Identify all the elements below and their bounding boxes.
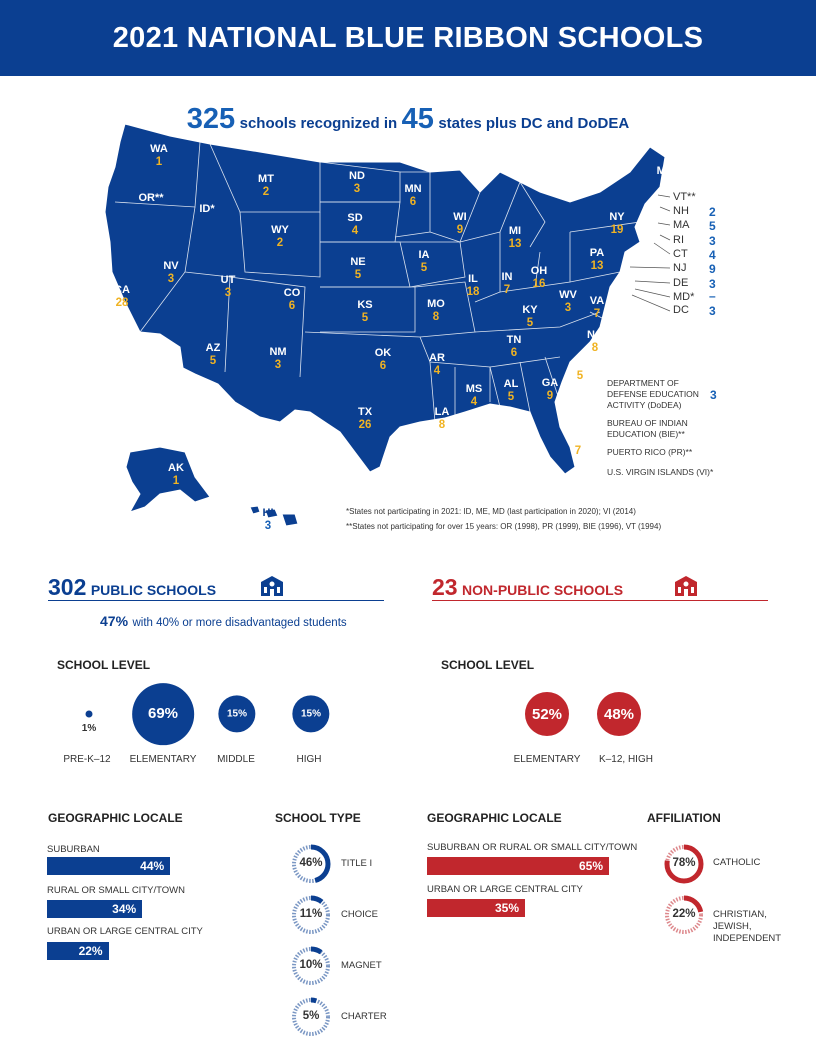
contiguous-us-shape [105, 124, 665, 474]
public-schools-heading [48, 574, 216, 601]
hawaii-shape [250, 506, 298, 526]
donut-charter-value: 5% [302, 1010, 320, 1022]
label-np-k12-high: K–12, HIGH [599, 754, 653, 765]
donut-choice [290, 894, 332, 936]
state-va: VA 7 [589, 295, 605, 320]
nonpublic-schools-heading [432, 574, 623, 601]
state-ok: OK 6 [374, 347, 392, 372]
nonpublic-heading-rule [432, 600, 768, 601]
state-or: OR** [138, 192, 164, 204]
public-school-level-title: SCHOOL LEVEL [57, 658, 151, 672]
state-nd: ND 3 [349, 170, 365, 195]
state-mo: MO 8 [427, 298, 445, 323]
bubble-prek12-value: 1% [81, 723, 97, 734]
bar-cap-np-suburban: SUBURBAN OR RURAL OR SMALL CITY/TOWN [427, 842, 638, 853]
state-az: AZ 5 [205, 342, 221, 367]
state-ar: AR 4 [429, 352, 445, 377]
bar-cap-rural: RURAL OR SMALL CITY/TOWN [47, 885, 185, 896]
ne-count-ma: 5 [709, 219, 716, 233]
state-tn: TN 6 [506, 334, 522, 359]
state-nc: NC 8 [587, 329, 603, 354]
donut-charter [290, 996, 332, 1038]
state-tx: TX 26 [357, 406, 373, 431]
ne-label-ri: RI [673, 234, 684, 246]
footnote-1: *States not participating in 2021: ID, ME, MD (last participation in 2020); VI (2014) [346, 507, 636, 516]
northeast-leader-lines [630, 185, 675, 315]
footnote-2: **States not participating for over 15 years: OR (1998), PR (1999), BIE (1996), VT (1994) [346, 522, 662, 531]
ne-count-dc: 3 [709, 304, 716, 318]
state-sd: SD 4 [347, 212, 363, 237]
state-sc: SC 5 [572, 357, 588, 382]
label-middle: MIDDLE [217, 754, 255, 765]
state-wv: WV 3 [559, 289, 577, 314]
disadvantaged-pct: 47% [100, 613, 129, 629]
bar-np-suburban: 65% [427, 857, 609, 875]
state-ny: NY 19 [609, 211, 625, 236]
state-id: ID* [199, 203, 215, 215]
donut-title-i-value: 46% [299, 857, 323, 869]
school-building-icon-red [671, 575, 701, 597]
state-oh: OH 16 [530, 265, 548, 290]
headline-text-2: states plus DC and DoDEA [438, 115, 630, 132]
donut-title-i-label: TITLE I [341, 858, 373, 869]
donut-magnet [290, 945, 332, 987]
bar-cap-np-urban: URBAN OR LARGE CENTRAL CITY [427, 884, 583, 895]
state-wy: WY 2 [271, 224, 289, 249]
bubble-elementary: 69% [132, 683, 194, 745]
donut-title-i [290, 843, 332, 885]
ne-count-md: – [709, 289, 716, 303]
bubble-middle: 15% [218, 695, 255, 732]
state-ut: UT 3 [220, 274, 236, 299]
state-nm: NM 3 [269, 346, 287, 371]
bubble-high: 15% [292, 695, 329, 732]
nonpublic-affiliation-title: AFFILIATION [647, 811, 721, 825]
state-pa: PA 13 [589, 247, 605, 272]
ne-label-nh: NH [673, 205, 689, 217]
state-ga: GA 9 [541, 377, 559, 402]
ne-label-vt: VT** [673, 191, 696, 203]
nonpublic-label: NON-PUBLIC SCHOOLS [462, 582, 624, 598]
state-il: IL 18 [466, 273, 480, 298]
ne-count-nj: 9 [709, 262, 716, 276]
other-vi: U.S. VIRGIN ISLANDS (VI)* [607, 467, 714, 477]
state-co: CO 6 [283, 287, 301, 312]
donut-christian-jewish-independent [663, 894, 705, 936]
donut-catholic [663, 843, 705, 885]
other-dodea: DEPARTMENT OF DEFENSE EDUCATION ACTIVITY (DoDEA) [607, 378, 699, 410]
donut-choice-value: 11% [299, 908, 323, 920]
total-schools: 325 [186, 103, 236, 135]
label-np-elementary: ELEMENTARY [513, 754, 581, 765]
state-ia: IA 5 [418, 249, 430, 274]
bar-rural: 34% [47, 900, 142, 918]
label-high: HIGH [296, 754, 322, 765]
headline-text-1: schools recognized in [239, 115, 398, 132]
state-ca: CA 28 [114, 284, 130, 309]
public-count: 302 [48, 574, 87, 600]
bubble-np-k12-high: 48% [597, 692, 641, 736]
state-wa: WA 1 [150, 143, 168, 168]
ne-count-ri: 3 [709, 234, 716, 248]
ne-label-nj: NJ [673, 262, 687, 274]
other-pr: PUERTO RICO (PR)** [607, 447, 693, 457]
bubble-np-elementary: 52% [525, 692, 569, 736]
bubble-prek12 [86, 711, 93, 718]
state-la: LA 8 [434, 406, 450, 431]
donut-magnet-label: MAGNET [341, 960, 382, 971]
public-type-title: SCHOOL TYPE [275, 811, 361, 825]
disadvantaged-stat [100, 613, 347, 631]
ne-label-de: DE [673, 277, 689, 289]
state-ak: AK 1 [168, 462, 184, 487]
public-label: PUBLIC SCHOOLS [90, 582, 217, 598]
school-building-icon [257, 575, 287, 597]
state-hi: HI 3 [262, 507, 274, 532]
page-title: 2021 NATIONAL BLUE RIBBON SCHOOLS [112, 22, 704, 54]
nonpublic-count: 23 [432, 574, 458, 600]
bar-urban: 22% [47, 942, 109, 960]
state-me: ME* [656, 165, 678, 177]
ne-count-nh: 2 [709, 205, 716, 219]
ne-count-de: 3 [709, 277, 716, 291]
public-heading-rule [48, 600, 384, 601]
other-dodea-count: 3 [710, 388, 717, 402]
disadvantaged-text: with 40% or more disadvantaged students [132, 617, 347, 629]
label-elementary: ELEMENTARY [129, 754, 197, 765]
donut-christian-value: 22% [672, 908, 696, 920]
state-mn: MN 6 [404, 183, 422, 208]
donut-catholic-value: 78% [672, 857, 696, 869]
state-wi: WI 9 [453, 211, 467, 236]
nonpublic-locale-title: GEOGRAPHIC LOCALE [427, 811, 562, 825]
nonpublic-school-level-title: SCHOOL LEVEL [441, 658, 535, 672]
state-mi: MI 13 [508, 225, 522, 250]
ne-label-dc: DC [673, 304, 689, 316]
bar-np-urban: 35% [427, 899, 525, 917]
public-locale-title: GEOGRAPHIC LOCALE [48, 811, 183, 825]
donut-magnet-value: 10% [299, 959, 323, 971]
state-in: IN 7 [501, 271, 513, 296]
donut-charter-label: CHARTER [341, 1011, 387, 1022]
state-nv: NV 3 [163, 260, 179, 285]
donut-christian-label: CHRISTIAN, JEWISH, INDEPENDENT [713, 909, 782, 944]
label-prek12: PRE-K–12 [63, 754, 111, 765]
state-ks: KS 5 [357, 299, 373, 324]
donut-catholic-label: CATHOLIC [713, 857, 761, 868]
state-mt: MT 2 [258, 173, 274, 198]
ne-label-ma: MA [673, 219, 690, 231]
state-ne: NE 5 [350, 256, 366, 281]
state-al: AL 5 [503, 378, 519, 403]
state-fl: FL 7 [571, 432, 585, 457]
state-ms: MS 4 [465, 383, 483, 408]
total-states: 45 [401, 103, 434, 135]
bar-cap-suburban: SUBURBAN [47, 844, 100, 855]
ne-count-ct: 4 [709, 248, 716, 262]
bar-cap-urban: URBAN OR LARGE CENTRAL CITY [47, 926, 203, 937]
bar-suburban: 44% [47, 857, 170, 875]
state-ky: KY 5 [522, 304, 538, 329]
ne-label-md: MD* [673, 291, 695, 303]
other-bie: BUREAU OF INDIAN EDUCATION (BIE)** [607, 418, 688, 439]
donut-choice-label: CHOICE [341, 909, 378, 920]
ne-label-ct: CT [673, 248, 688, 260]
